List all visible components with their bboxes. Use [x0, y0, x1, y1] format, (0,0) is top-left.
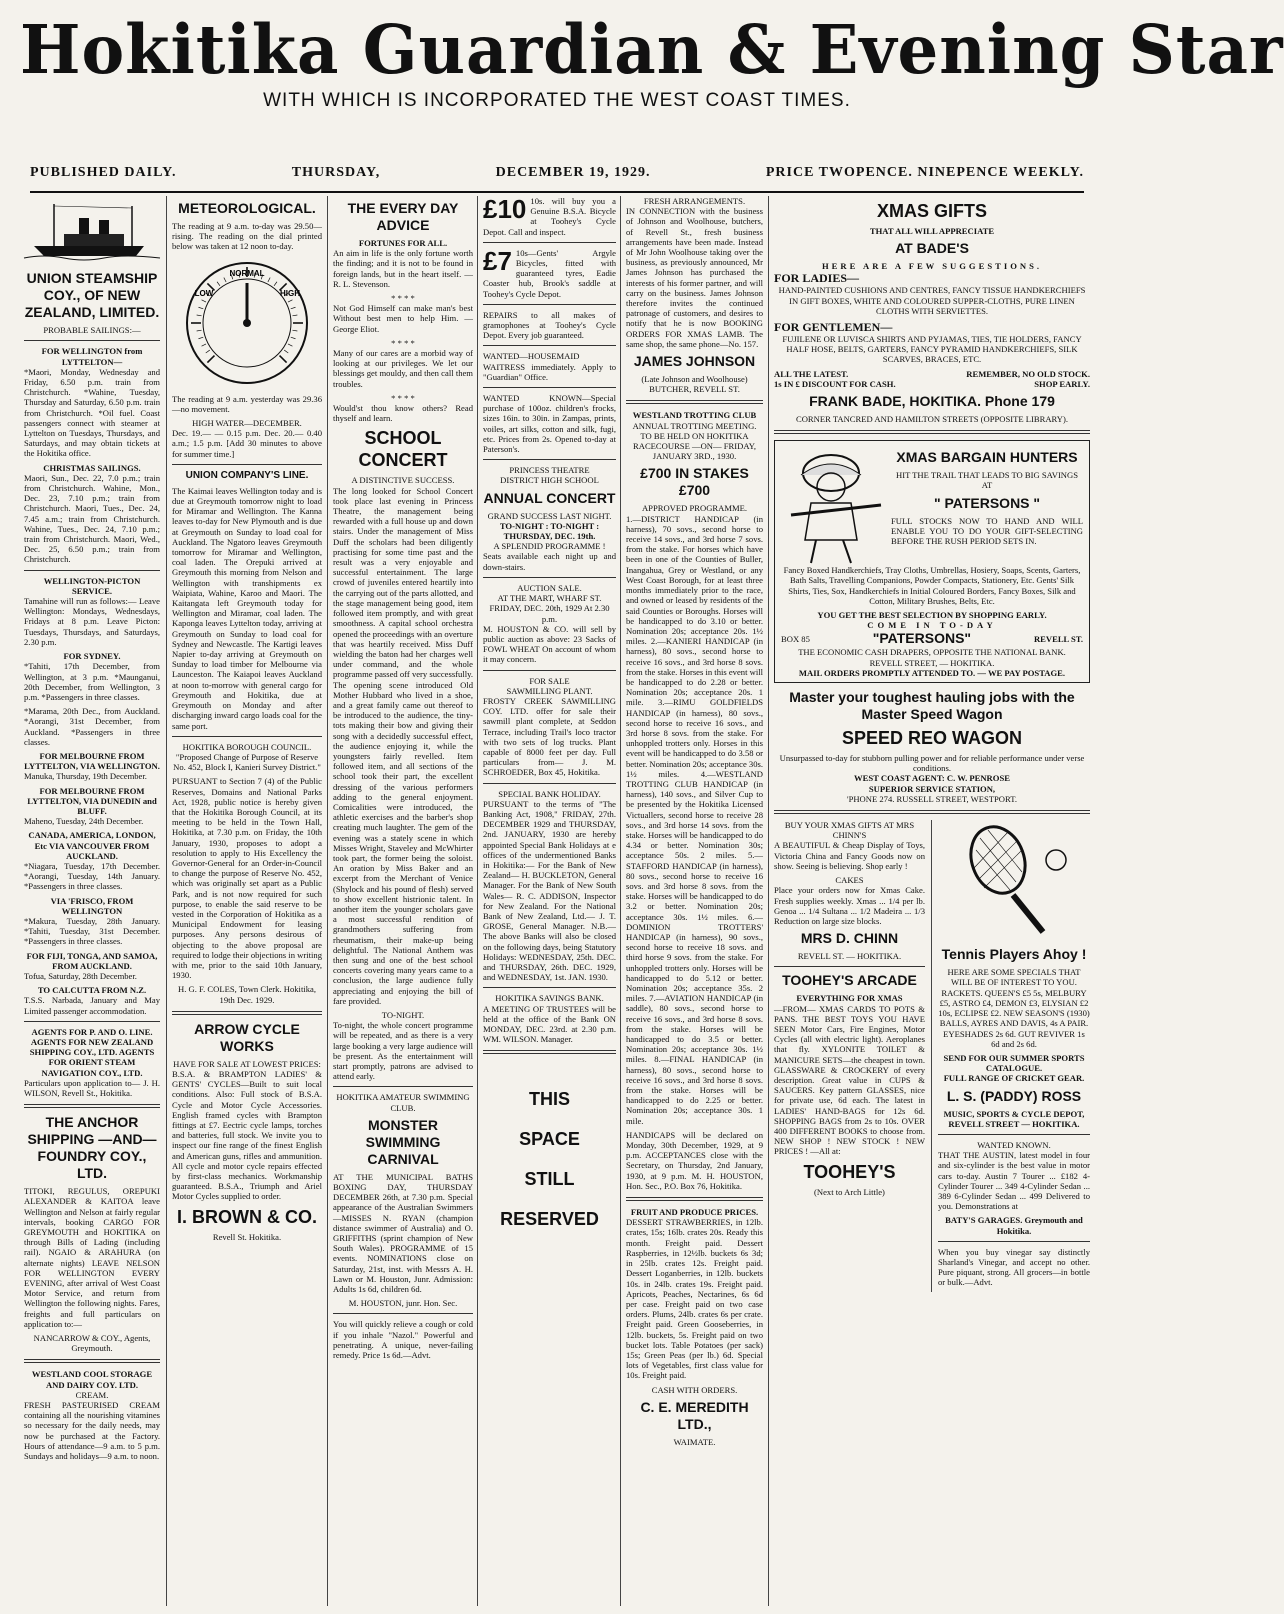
james-johnson-sub: (Late Johnson and Woolhouse) BUTCHER, REVELL ST. [641, 374, 748, 395]
divider [774, 966, 925, 967]
barometer-tick [198, 337, 203, 339]
column-rule [327, 196, 328, 1606]
for-ladies-text: HAND-PAINTED CUSHIONS AND CENTRES, FANCY TISSUE HANDKERCHIEFS IN GIFT BOXES, WHITE AND COLOURED SUPPER-CLOTHS, PURE LINEN CLOTHS WITH SERVIETTES. [778, 285, 1086, 316]
issue-date: DECEMBER 19, 1929. [495, 165, 651, 180]
meteorological-text: The reading at 9 a.m. to-day was 29.50—rising. The reading on the dial printed below was taken at 12 noon to-day. [172, 221, 322, 252]
column-rule [620, 196, 621, 1606]
swimming-carnival-text: AT THE MUNICIPAL BATHS BOXING DAY, THURSDAY DECEMBER 26th, at 7.30 p.m. Special appearance of the Australian Swimmers—MISSES N. RYAN (champion distance swimmer of Australia) and O. GRIFFITHS (sprint champion of New South Wales). PROGRAMME of 15 events. NOMINATIONS close on Saturday, 21st, inst. with Messrs A. H. Lawn or M. Houston, Junr. Admission: Adults 1s 6d, children 6d. [333, 1171, 473, 1295]
column-classifieds [483, 196, 616, 1606]
repairs-advert: REPAIRS to all makes of gramophones at Toohey's Cycle Depot. Every job guaranteed. [483, 309, 616, 341]
divider [483, 783, 616, 784]
for-ladies: FOR LADIES— [774, 271, 860, 286]
every-day-advice-heading: THE EVERY DAY ADVICE [347, 200, 459, 233]
seats-available: Seats available each night up and down-stairs. [483, 551, 616, 572]
no-old-stock: REMEMBER, NO OLD STOCK. [966, 368, 1090, 379]
speed-reo-wagon-heading: SPEED REO WAGON [841, 728, 1023, 749]
wanted-housemaid: WANTED—HOUSEMAID WAITRESS immediately. Apply to "Guardian" Office. [483, 351, 616, 382]
swimming-club-heading: HOKITIKA AMATEUR SWIMMING CLUB. [336, 1092, 470, 1113]
divider [333, 1313, 473, 1314]
calcutta-text: T.S.S. Narbada, January and May Limited passenger accommodation. [24, 995, 160, 1016]
wellington-text: *Maori, Monday, Wednesday and Friday, 6.50 p.m. train from Christchurch. *Wahine, Tuesday, Thursday and Saturday, 6.50 p.m. train from Christchurch. *Oil fuel. Coast passengers connect with steamer at Lyttelton on Tuesdays, Thursdays, and Saturdays, and may obtain tickets at the Hokitika office. [24, 366, 160, 459]
column-meteorological [172, 196, 322, 1606]
hunter-illustration-icon [781, 445, 891, 565]
for-gentlemen: FOR GENTLEMEN— [774, 320, 893, 335]
anchor-shipping-title: THE ANCHOR SHIPPING —AND— FOUNDRY COY., LTD. [27, 1114, 157, 1182]
savings-bank-text: A MEETING OF TRUSTEES will be held at the office of the Bank ON MONDAY, DEC. 23rd. at 2.30 p.m. WM. WILSON. Manager. [483, 1003, 616, 1045]
mrs-chinn-address: REVELL ST. — HOKITIKA. [797, 951, 902, 962]
barometer-tick [197, 330, 202, 331]
district-high-school: DISTRICT HIGH SCHOOL [500, 475, 599, 486]
tennis-racket-icon [938, 820, 1090, 940]
all-the-latest: ALL THE LATEST. [774, 368, 849, 379]
shop-early: SHOP EARLY. [1034, 378, 1090, 389]
james-johnson-heading: JAMES JOHNSON [633, 353, 756, 370]
meredith-location: WAIMATE. [673, 1436, 716, 1447]
bade-notes-2 [774, 379, 1090, 389]
union-line-text: The Kaimai leaves Wellington today and is due at Greymouth tomorrow night to load for Miramar and Wellington. The Kanna leaves to-day for New Plymouth and is due at Greymouth on Sunday to load coal for Auckland. The Ngatoro leaves Greymouth tomorrow for Miramar and Wellington, coal laden. The Orepuki arrived at Greymouth this morning from Nelson and Wellington with transhipments ex Waipiata, Wahine, Karoo and Maori. The Kaitangata left Greymouth today for Wellington and Miramar, coal laden. The Kaponga leaves Lyttelton today, arriving at Greymouth on Sunday to load coal for Sydney and Newcastle. The Kartigi leaves Napier to-day arriving at Greymouth on Sunday to load timber for Melbourne via Launceston. The Kaiapoi leaves Auckland at noon to-morrow with general cargo for Greymouth and Hokitika, due at Greymouth on Monday and after discharging inward cargo loads coal for the same port. [172, 485, 322, 731]
superior-service-station: SUPERIOR SERVICE STATION, [868, 783, 996, 794]
paddy-ross-address: MUSIC, SPORTS & CYCLE DEPOT, REVELL STREET — HOKITIKA. [943, 1108, 1085, 1129]
fiji-heading: FOR FIJI, TONGA, AND SAMOA, FROM AUCKLAND. [26, 950, 158, 971]
barometer-tick [288, 343, 292, 345]
column-xmas-adverts [774, 196, 1090, 1606]
tonight-dates: TO-NIGHT : TO-NIGHT : THURSDAY, DEC. 19th. [499, 520, 600, 542]
barometer-tick [291, 307, 296, 309]
dateline [30, 165, 1084, 193]
column-rule [931, 820, 932, 1291]
barometer-tick [206, 350, 210, 353]
everything-for-xmas: EVERYTHING FOR XMAS [796, 993, 903, 1004]
divider [24, 340, 160, 341]
barometer-tick [291, 337, 296, 339]
anchor-agent: NANCARROW & COY., Agents, Greymouth. [33, 1333, 151, 1354]
bicycle-advert-7-text: 10s—Gents' Argyle Bicycles, fitted with guaranteed tyres, Eadie Coaster hub, Brook's saddle at Toohey's Cycle Depot. [483, 247, 616, 299]
published-daily: PUBLISHED DAILY. [30, 165, 177, 180]
toohey-arcade-heading: TOOHEY'S ARCADE [782, 972, 917, 989]
agents-heading: AGENTS FOR P. AND O. LINE. AGENTS FOR NEW ZEALAND SHIPPING COY., LTD. AGENTS FOR ORIENT STEAM NAVIGATION COY., LTD. [29, 1026, 155, 1078]
tennis-specials: HERE ARE SOME SPECIALS THAT WILL BE OF INTEREST TO YOU. RACKETS. QUEEN'S £5 5s, MELBURY £5, ASTRO £4, DEMON £3, ELYSIAN £2 10s, ECLIPSE £2. NEW SEASON'S (1930) BALLS, AYRES AND DAVIS, 4s A PAIR. EYESHADES 2s 6d. GUT REVIVER 1s 6d and 2s 6d. [938, 967, 1090, 1049]
barometer-tick [202, 299, 206, 301]
high-water-heading: HIGH WATER—DECEMBER. [192, 418, 302, 429]
divider [24, 1359, 160, 1363]
auction-heading: AUCTION SALE. [517, 582, 582, 593]
hit-the-trail: HIT THE TRAIL THAT LEADS TO BIG SAVINGS AT [896, 470, 1078, 491]
column-rule [477, 196, 478, 1606]
tonight-heading: TO-NIGHT. [381, 1010, 425, 1021]
fresh-arrangements-text: IN CONNECTION with the business of Johnson and Woolhouse, butchers, of Revell St., fresh business arrangements have been made. Instead of Mr John Woolhouse taking over the business, as previously announced, Mr James Johnson has purchased the interests of his former partner, and will carry on the business. James Johnson therefore invites the continued patronage of customers, and desires to notify that he is now BOOKING ORDERS FOR XMAS LAMB. The same shop, the same phone—No. 157. [626, 206, 763, 349]
cash-discount: 1s IN £ DISCOUNT FOR CASH. [774, 378, 896, 389]
stars-divider: * * * * [391, 337, 415, 348]
reserved-this: THIS [528, 1089, 570, 1110]
high-water-text: Dec. 19.— — 0.15 p.m. Dec. 20.— 0.40 a.m.; 1.5 p.m. [Add 30 minutes to above for summer time.] [172, 428, 322, 459]
issue-price: PRICE TWOPENCE. NINEPENCE WEEKLY. [765, 165, 1084, 180]
school-concert-heading: SCHOOL CONCERT [358, 428, 448, 471]
frisco-text: *Makura, Tuesday, 28th January. *Tahiti, Tuesday, 31st December. *Passengers in three classes. [24, 915, 160, 947]
trotting-club-heading: WESTLAND TROTTING CLUB [632, 410, 757, 421]
divider [483, 577, 616, 578]
melbourne-heading: FOR MELBOURNE FROM LYTTELTON, VIA WELLINGTON. [24, 750, 160, 772]
divider [483, 387, 616, 388]
reo-description: Unsurpassed to-day for stubborn pulling power and for reliable performance under verse conditions. [779, 753, 1085, 774]
canada-heading: CANADA, AMERICA, LONDON, Etc VIA VANCOUVER FROM AUCKLAND. [28, 830, 156, 861]
barometer-tick [292, 315, 297, 316]
baty-garages: BATY'S GARAGES. Greymouth and Hokitika. [945, 1215, 1083, 1236]
divider [483, 1050, 616, 1054]
advice-quote-2: Not God Himself can make man's best Without best men to help Him. —George Eliot. [333, 303, 473, 334]
bank-holiday-text: PURSUANT to the terms of "The Banking Act, 1908," FRIDAY, 27th. DECEMBER 1929 and THURSDAY, 2nd. JANUARY, 1930 are hereby appointed Special Bank Holidays at e offices of the undermentioned Banks in Hokitika:— For the Bank of New Zealand— H. BUCKLETON, General Manager. For the Bank of New South Wales— R. C. ADDISON, Inspector for New Zealand. For the National Bank of New Zealand, Ltd.— J. T. GROSE, General Manager. N.B.—The above Banks will also be closed on the following days, being Statutory Holidays: WEDNESDAY, 25th. DEC. and THURSDAY, 26th. DEC. 1929, and WEDNESDAY, 1st. JAN. 1930. [483, 798, 616, 983]
toohey-arcade-text: —FROM— XMAS CARDS TO POTS & PANS. THE BEST TOYS YOU HAVE SEEN Motor Cars, Fire Engines, Motor Cycles (all with electric light). Aeroplanes that fly. XYLONITE TOILET & MANICURE SETS—the cheapest in town. GLASSWARE & CROCKERY of every description. Great value in CUPS & SAUCERS. Key pattern GLASSES, nice for private use, 6d each. The latest in LADIES' HAND-BAGS for 12s 6d. SHOPPING BAGS from 2s to 10s. OVER 400 DIFFERENT BOOKS to choose from. NEW SHOP ! NEW STOCK ! NEW PRICES ! —All at: [774, 1003, 925, 1157]
steamship-icon [24, 196, 160, 264]
speed-wagon-tagline: Master your toughest hauling jobs with the Master Speed Wagon [789, 689, 1075, 723]
advice-quote-1: An aim in life is the only fortune worth the finding; and it is not to be found in foreign lands, but in the heart itself. —R. L. Stevenson. [333, 248, 473, 289]
sailings-heading: PROBABLE SAILINGS:— [43, 325, 141, 336]
columns [24, 196, 1090, 1606]
barometer-tick [288, 299, 292, 301]
handicaps-notice: HANDICAPS will be declared on Monday, 30th December, 1929, at 9 p.m. ACCEPTANCES close with the Secretary, on Thursday, 2nd January, 1930, at 9 p.m. M. H. HOUSTON, Hon. Sec., P.O. Box 76, Hokitika. [626, 1129, 763, 1191]
tennis-players-heading: Tennis Players Ahoy ! [941, 946, 1087, 963]
price-7: £7 [483, 245, 512, 276]
patersons-footer [781, 630, 1083, 647]
patersons-street: REVELL ST. [1033, 633, 1083, 644]
barometer-tick [198, 307, 203, 309]
brown-and-co-heading: I. BROWN & CO. [177, 1206, 317, 1227]
divider [24, 570, 160, 571]
reserved-still: STILL [524, 1169, 575, 1190]
patersons-advert [774, 440, 1090, 683]
tonight-text: To-night, the whole concert programme will be repeated, and as there is a very large booking a very large audience will be present. As the entertainment will start promptly, patrons are advised to attend early. [333, 1020, 473, 1082]
arrow-cycle-works-heading: ARROW CYCLE WORKS [194, 1020, 300, 1054]
arrow-cycle-works-text: B.S.A. & BRAMPTON LADIES' & GENTS' CYCLES—Built to suit local conditions. Also: Full stock of B.S.A. Cycle and Motor Cycle Accessories. English framed cycles with Brampton fittings at £7. Eectric cycle lamps, torches and batteries, full stock. We invite you to inspect our fine range of the finest English and American guns, rifles and ammunition. All cycle and motor cycle repairs effected by first-class mechanics. Workmanship guaranteed. B.S.A., Triumph and Ariel Motor Cycles supplied to order. [172, 1068, 322, 1202]
advice-quote-4: Would'st thou know others? Read thyself and learn. [333, 403, 473, 424]
canada-text: *Niagara, Tuesday, 17th December. *Aorangi, Tuesday, 14th January. *Passengers in three classes. [24, 860, 160, 892]
divider [483, 987, 616, 988]
divider [938, 1134, 1090, 1135]
savings-bank-heading: HOKITIKA SAVINGS BANK. [495, 993, 604, 1004]
barometer-tick [202, 343, 206, 345]
masthead [20, 10, 1284, 112]
price-10: £10 [483, 194, 527, 224]
patersons-name-2: "PATERSONS" [872, 630, 972, 647]
at-bades: AT BADE'S [895, 240, 969, 257]
school-concert-sub: A DISTINCTIVE SUCCESS. [351, 475, 455, 486]
fruit-prices-heading: FRUIT AND PRODUCE PRICES. [630, 1207, 759, 1218]
column-advice-concert [333, 196, 473, 1606]
come-in-today: COME IN TO-DAY [867, 620, 997, 631]
newspaper-title: Hokitika Guardian & Evening Star [20, 11, 1284, 90]
chinn-text: A BEAUTIFUL & Cheap Display of Toys, Victoria China and Fancy Goods now on show. Seeing is believing. Shop early ! [774, 840, 925, 871]
issue-day: THURSDAY, [291, 165, 381, 180]
barometer-tick [224, 277, 226, 281]
frank-bade-address: CORNER TANCRED AND HAMILTON STREETS (OPPOSITE LIBRARY). [795, 414, 1069, 425]
barometer-dial-icon [182, 258, 312, 388]
chinn-toohey-column [774, 820, 925, 1291]
divider [333, 1086, 473, 1087]
meteorological-yesterday: The reading at 9 a.m. yesterday was 29.36—no movement. [172, 393, 322, 414]
barometer-tick [274, 281, 277, 285]
borough-council-heading: HOKITIKA BOROUGH COUNCIL. [182, 741, 312, 752]
brown-and-co-address: Revell St. Hokitika. [212, 1231, 282, 1242]
christmas-sailings-heading: CHRISTMAS SAILINGS. [43, 462, 141, 473]
cream-text: FRESH PASTEURISED CREAM containing all the nourishing vitamines so necessary for the daily needs, may now be purchased at the Factory. Hours of attendance—9 a.m. to 5 p.m. Sundays and holidays—9 a.m. to noon. [24, 1400, 160, 1462]
patersons-goods: Fancy Boxed Handkerchiefs, Tray Cloths, Umbrellas, Hosiery, Soaps, Scents, Garters, Bath Salts, Travelling Companions, Powder Compacts, Stationery, Etc. Gents' Silk Shirts, Ties, Sox, Handkerchiefs in Initial Coloured Borders, Fancy Boxes, Silk and Cotton, Military Brushes, Belts, Etc. [783, 565, 1081, 606]
melbourne-bluff-text: Maheno, Tuesday, 24th December. [24, 816, 144, 827]
melbourne-text: Manuka, Thursday, 19th December. [24, 771, 147, 782]
approved-programme: APPROVED PROGRAMME. [641, 503, 748, 514]
auction-details: AT THE MART, WHARF ST. FRIDAY, DEC. 20th, 1929 At 2.30 p.m. [489, 593, 610, 624]
lower-adverts [774, 820, 1090, 1291]
divider [774, 810, 1090, 814]
swimming-signature: M. HOUSTON, junr. Hon. Sec. [348, 1298, 458, 1309]
fresh-arrangements-heading: FRESH ARRANGEMENTS. [643, 196, 746, 206]
barometer-tick [292, 330, 297, 331]
barometer-tick [268, 277, 270, 281]
appreciate-sub: THAT ALL WILL APPRECIATE [869, 226, 995, 236]
swimming-carnival-heading: MONSTER SWIMMING CARNIVAL [365, 1116, 441, 1167]
divider [172, 736, 322, 737]
fiji-text: Tofua, Saturday, 28th December. [24, 970, 137, 981]
frank-bade-heading: FRANK BADE, HOKITIKA. Phone 179 [809, 393, 1055, 410]
reserved-space-word: SPACE [519, 1129, 580, 1150]
advice-quote-3: Many of our cares are a morbid way of looking at our privileges. We let our blessings get mouldy, and then call them troubles. [333, 348, 473, 389]
patersons-box: BOX 85 [781, 633, 810, 644]
divider [483, 304, 616, 305]
chinn-heading: BUY YOUR XMAS GIFTS AT MRS CHINN'S [784, 820, 915, 841]
fruit-prices-text: DESSERT STRAWBERRIES, in 12lb. crates, 15s; 16lb. crates 20s. Ready this month. Freight paid. Dessert Raspberries, in 12½lb. buckets 6s 3d; in 25lb. crates 12s. Freight paid. Dessert Loganberries, in 12lb. buckets 10s. in 24lb. crates 19s. Freight paid. Apricots, Peaches, Nectarines, 6s 6d per case. Freight paid on two case orders. Plums, 24lb. crates 6s per crate. Freight paid. Green Gooseberries, in 12lb. buckets, 5s. Freight paid on two bucket lots. Table Potatoes (per sack) 15s; Green Peas (per lb.) 6d. Special lots of Vegetables, first class value for 10s. Freight paid. [626, 1217, 763, 1381]
sawmill-text: FROSTY CREEK SAWMILLING COY. LTD. offer for sale their sawmill plant complete, at Seddon Terrace, including Trail's loco tractor with two sets of log trucks. Plant capable of 8000 feet per day. Full particulars from— J. M. SCHROEDER, Box 45, Hokitika. [483, 695, 616, 778]
princess-theatre: PRINCESS THEATRE [509, 465, 590, 476]
column-trotting [626, 196, 763, 1606]
mrs-chinn-heading: MRS D. CHINN [800, 930, 899, 947]
divider [483, 670, 616, 671]
sawmill-heading: SAWMILLING PLANT. [506, 685, 593, 696]
christmas-sailings-text: Maori, Sun., Dec. 22, 7.0 p.m.; train from Christchurch. Wahine, Mon., Dec. 23, 7.10 p.m.; train from Christchurch. Maori, Tues., Dec. 24, 7.45 a.m.; train from Christchurch. Wahine, Tues., Dec. 24, 7.10 p.m.; train from Christchurch. Maori, Wed., Dec. 25, 6.50 p.m.; train from Christchurch. [24, 472, 160, 565]
stars-divider: * * * * [391, 392, 415, 403]
economic-cash-drapers: THE ECONOMIC CASH DRAPERS, OPPOSITE THE NATIONAL BANK. REVELL STREET, — HOKITIKA. [798, 647, 1066, 668]
bicycle-advert-7 [483, 245, 616, 299]
wellington-heading: FOR WELLINGTON from LYTTELTON— [41, 346, 143, 367]
reo-phone: 'PHONE 274. RUSSELL STREET, WESTPORT. [847, 793, 1017, 804]
column-rule [768, 196, 769, 1606]
sydney-text: *Tahiti, 17th December, from Wellington, at 3 p.m. *Maunganui, 20th December, from Wellington, 3 p.m. *Passengers in three classes. [24, 661, 160, 702]
school-concert-text: The long looked for School Concert took place last evening in Princess Theatre, the management being rewarded with a full house up and down stairs. Under the management of Miss Duff the scholars had been diligently practising for some time past and the result was a very enjoyable and successful entertainment. The large crowd of juveniles entered heartily into the carrying out of the parts allotted, and the stage management being good, item followed item promptly, and with great smoothness. A capital school orchestra opened the proceedings with an overture that was heartily received. Miss Duff wielding the baton had her charges well under command, and the whole programme passed off very successfully. The opening scene introduced Old Mother Hubbard who lived in a shoe, and a great family came out thereof to be introduced to the audience, the tiny-tots making their bow and giving their song with a decidedly successful effect, the audience enjoying it, while the youngsters fairly revelled. Item followed item, and all sections of the school took their part, the excellent dressing of the various performers adding to the general enjoyment. Comicalities were introduced, the athletic exercises and the barber's shop creating much laughter. The gem of the evening was a stately scene in which Misses Wright, Staveley and McWhirter took part, the former being the soloist. An oration by Miss Baker and an excerpt from the Merchant of Venice (Shylock and his pound of flesh) served to show excellent histrionic talent. In another item the younger scholars gave a most successful rendition of grandmothers suffering from rheumatism, their make-up being delightful. The National Anthem was then sung and one of the best school concerts covering many years came to a conclusion, the large audience fully appreciating and enjoying the bill of fare provided. [333, 485, 473, 1006]
divider [24, 1104, 160, 1108]
meteorological-heading: METEOROLOGICAL. [178, 200, 316, 216]
suggestions: HERE ARE A FEW SUGGESTIONS. [821, 261, 1043, 272]
calcutta-heading: TO CALCUTTA FROM N.Z. [37, 985, 147, 996]
austin-text: THAT THE AUSTIN, latest model in four and six-cylinder is the best value in motor cars to-day. Austin 7 Tourer ... £182 4-Cylinder Tourer ... 349 4-Cylinder Sedan ... 389 6-Cylinder Sedan ... 499 Delivered to you. Demonstrations at [938, 1150, 1090, 1212]
divider [774, 430, 1090, 434]
divider [483, 242, 616, 243]
cash-with-orders: CASH WITH ORDERS. [651, 1384, 738, 1395]
splendid-programme: A SPLENDID PROGRAMME ! [493, 541, 606, 552]
mail-orders: MAIL ORDERS PROMPTLY ATTENDED TO. — WE PAY POSTAGE. [798, 667, 1066, 678]
picton-heading: WELLINGTON-PICTON SERVICE. [43, 575, 141, 596]
wanted-known-frocks: WANTED KNOWN—Special purchase of 100oz. children's frocks, sizes 16in. to 30in. in Zampas, prints, voiles, art silks, cotton and silk, fugi, etc. Prices from 2s. Opened to-day at Paterson's. [483, 393, 616, 455]
divider [626, 400, 763, 404]
cakes-text: Place your orders now for Xmas Cake. Fresh supplies weekly. Xmas ... 1/4 per lb. Genoa ... 1/4 Sultana ... 1/2 Madeira ... 1/3 Reduction on large size blocks. [774, 885, 925, 926]
patersons-text-block [891, 445, 1083, 565]
baro-label-low: LOW [194, 288, 214, 298]
stars-divider: * * * * [391, 293, 415, 304]
trotting-meeting-sub: ANNUAL TROTTING MEETING. TO BE HELD ON HOKITIKA RACECOURSE —ON— FRIDAY, JANUARY 3RD., 1930. [632, 420, 757, 462]
bade-notes [774, 369, 1090, 379]
cool-storage-heading: WESTLAND COOL STORAGE AND DAIRY COY. LTD. [31, 1369, 153, 1390]
union-company-title: UNION STEAMSHIP COY., OF NEW ZEALAND, LIMITED. [24, 270, 160, 321]
picton-text: Tamahine will run as follows:— Leave Wellington: Mondays, Wednesdays, Fridays at 8 p.m. Leave Picton: Tuesdays, Thursdays, and Saturdays, 2.30 p.m. [24, 596, 160, 647]
divider [938, 1241, 1090, 1242]
agents-text: Particulars upon application to— J. H. WILSON, Revell St., Hokitika. [24, 1077, 160, 1099]
barometer-tick [207, 355, 214, 362]
ross-austin-column [938, 820, 1090, 1291]
bank-holiday-heading: SPECIAL BANK HOLIDAY. [498, 788, 601, 799]
baro-label-high: HIGH [280, 288, 300, 298]
borough-council-notice: PURSUANT to Section 7 (4) of the Public Reserves, Domains and National Parks Act, 1928, public notice is hereby given that the Hokitika Borough Council, at its meeting to be held in the Town Hall, Hokitika, at 7.30 p.m. on Friday, the 10th January, 1930, proposes to adopt a resolution to apply to His Excellency the Governor-General for an Order-in-Council to change the purpose of Reserve No. 452, which was originally set apart as a Public Park, and is not now required for such purpose, to enable the said reserve to be vested in the Corporation of Hokitika as a Municipal Endowment for leasing purposes. Any persons desirous of objecting to the above proposal are required to lodge their objections in writing with me, prior to the said 10th January, 1930. [172, 776, 322, 981]
barometer-tick [197, 315, 202, 316]
patersons-top [781, 445, 1083, 565]
bargain-hunters-heading: XMAS BARGAIN HUNTERS [896, 449, 1078, 466]
arrow-cycle-works-sub: HAVE FOR SALE AT LOWEST PRICES: [173, 1058, 321, 1069]
divider [172, 1011, 322, 1015]
column-shipping [24, 196, 160, 1606]
divider [24, 1021, 160, 1022]
anchor-shipping-text: TITOKI, REGULUS, OREPUKI ALEXANDER & KAITOA leave Wellington and Nelson at fairly regular intervals, booking CARGO FOR GREYMOUTH and HOKITIKA on through Bills of Lading (including rail). NGAIO & ARAHURA (on alternate nights) LEAVE NELSON FOR WELLINGTON EVERY EVENING, after arrival of West Coast Motor Service, and return from Wellington the following nights. Fares, freights and full particulars on application to:— [24, 1186, 160, 1329]
cricket-gear: FULL RANGE OF CRICKET GEAR. [943, 1073, 1085, 1084]
tooheys-heading: TOOHEY'S [803, 1161, 896, 1182]
divider [483, 345, 616, 346]
paddy-ross-heading: L. S. (PADDY) ROSS [946, 1087, 1082, 1104]
send-catalogue: SEND FOR OUR SUMMER SPORTS CATALOGUE. [943, 1052, 1085, 1074]
melbourne-bluff-heading: FOR MELBOURNE FROM LYTTELTON, VIA DUNEDIN and BLUFF. [27, 785, 157, 816]
frisco-heading: VIA 'FRISCO, FROM WELLINGTON [50, 895, 134, 916]
fortunes-heading: FORTUNES FOR ALL. [358, 238, 448, 248]
wanted-known-heading: WANTED KNOWN. [977, 1139, 1051, 1150]
borough-council-subject: "Proposed Change of Purpose of Reserve No. 452, Block I, Kanieri Survey District." [173, 751, 321, 773]
xmas-gifts-heading: XMAS GIFTS [876, 201, 987, 221]
divider [626, 1197, 763, 1201]
bicycle-advert-10 [483, 196, 616, 237]
reserved-space [483, 1060, 616, 1230]
patersons-name: " PATERSONS " [933, 494, 1041, 511]
race-programme: 1.—DISTRICT HANDICAP (in harness), 70 sovs., second horse to receive 14 sovs., and 3rd horse 7 sovs. from the stake. For horses which have been in one of the Counties of Buller, Inangahua, Grey or Westland, or any West Coast Borough, for at least three months immediately prior to the race, and owned or leased by residents of the said Counties or Boroughs. Horses will be handicapped to do 3.10 or better. Nomination 20s; acceptance 20s. 1½ miles. 2.—KANIERI HANDICAP (in harness), 80 sovs., second horse to receive 16 sovs., and 3rd horse 8 sovs. from the stake. Horses in this event will be handicapped to do 2.28 or better. Nomination 20s; acceptance 20s. 1 mile. 3.—RIMU GOLDFIELDS HANDICAP (in harness), 80 sovs., second horse to receive 16 sovs., and 3rd horse 8 sovs. from the stake. For unhoppled trotters only. Horses in this event will be handicapped to do 3.58 or better. Nomination 20s; acceptance 30s. 1½ miles. 4.—WESTLAND TROTTING CLUB HANDICAP (in harness), 140 sovs., and Silver Cup to be presented by the Hokitika Licensed Victuallers, second horse to receive 28 sovs., and 3rd horse 14 sovs. from the stake. Horses will be handicapped to do 4.34 or better. Nomination 30s; acceptance 50s. 2 miles. 5.—STAFFORD HANDICAP (in harness), 80 sovs., second horse to receive 16 sovs. and 3rd horse 8 sovs. from the stake. Horses will be handicapped to do 3.2 or better. Nomination 20s; acceptance 30s. 1½ miles. 6.—DOMINION TROTTERS' HANDICAP (in harness), 90 sovs., second horse to receive 18 sovs. and third horse 9 sovs. from the stake. For unhoppled trotters only. Horses will be handicapped to do 5.12 or better. Nomination 20s; acceptance 35s. 2 miles. 7.—AVIATION HANDICAP (in saddle), 80 sovs., second horse to receive 16 sovs., and 3rd horse 8 sovs. from the stake. Horses will be handicapped to do 3.5 or better. Nomination 20s; acceptance 30s. 1½ miles. 8.—FINAL HANDICAP (in harness), 80 sovs., second horse to receive 16 sovs., and 3rd horse 8 sovs. from the stake. Horses will be handicapped to do 2.25 or better. Nomination 20s; acceptance 30s. 1 mile. [626, 513, 763, 1126]
nazol-advert: You will quickly relieve a cough or cold if you inhale "Nazol." Powerful and penetrating. A unique, never-failing remedy. Price 1s 6d.—Advt. [333, 1319, 473, 1361]
baro-label-normal: NORMAL [229, 268, 265, 278]
cream-heading: CREAM. [75, 1389, 109, 1400]
union-line-heading: UNION COMPANY'S LINE. [185, 469, 309, 481]
best-selection: YOU GET THE BEST SELECTION BY SHOPPING EARLY. [817, 610, 1047, 621]
for-sale-heading: FOR SALE [529, 675, 570, 686]
borough-council-signature: H. G. F. COLES, Town Clerk. Hokitika, 19th Dec. 1929. [178, 984, 316, 1005]
meredith-heading: C. E. MEREDITH LTD., [640, 1398, 749, 1432]
barometer-tick [284, 350, 288, 353]
full-stocks: FULL STOCKS NOW TO HAND AND WILL ENABLE YOU TO DO YOUR GIFT-SELECTING BEFORE THE RUSH PERIOD SETS IN. [891, 515, 1083, 547]
houston-auction-text: M. HOUSTON & CO. will sell by public auction as above: 23 Sacks of FOWL WHEAT On account of whom it may concern. [483, 623, 616, 665]
cakes-heading: CAKES [835, 875, 864, 886]
for-gentlemen-text: FUJILENE OR LUVISCA SHIRTS AND PYJAMAS, TIES, TIE HOLDERS, FANCY HALF HOSE, BELTS, GARTERS, FANCY PYRAMID HANDKERCHIEFS, SILK SCARVES, BRACES, ETC. [782, 334, 1082, 365]
divider [483, 459, 616, 460]
vinegar-advert: When you buy vinegar say distinctly Sharland's Vinegar, and accept no other. Pure piquant, strong. All grocers—in bottle or bulk.—Advt. [938, 1246, 1090, 1288]
west-coast-agent: WEST COAST AGENT: C. W. PENROSE [854, 773, 1010, 784]
bicycle-advert-10-text: 10s. will buy you a Genuine B.S.A. Bicycle at Toohey's Cycle Depot. Call and inspect. [483, 196, 616, 237]
sydney-heading: FOR SYDNEY. [63, 651, 121, 662]
annual-concert-heading: ANNUAL CONCERT [483, 489, 616, 506]
column-rule [166, 196, 167, 1606]
stakes-heading: £700 IN STAKES £700 [640, 465, 749, 499]
newspaper-subtitle: WITH WHICH IS INCORPORATED THE WEST COAST TIMES. [263, 90, 851, 111]
divider [172, 464, 322, 465]
barometer-tick [280, 355, 287, 362]
reserved-reserved: RESERVED [500, 1209, 599, 1230]
barometer-tick [217, 281, 220, 285]
auckland-text: *Marama, 20th Dec., from Auckland. *Aorangi, 31st December, from Auckland. *Passengers in three classes. [24, 706, 160, 747]
grand-success: GRAND SUCCESS LAST NIGHT. [487, 510, 612, 521]
tooheys-location: (Next to Arch Little) [814, 1186, 885, 1197]
